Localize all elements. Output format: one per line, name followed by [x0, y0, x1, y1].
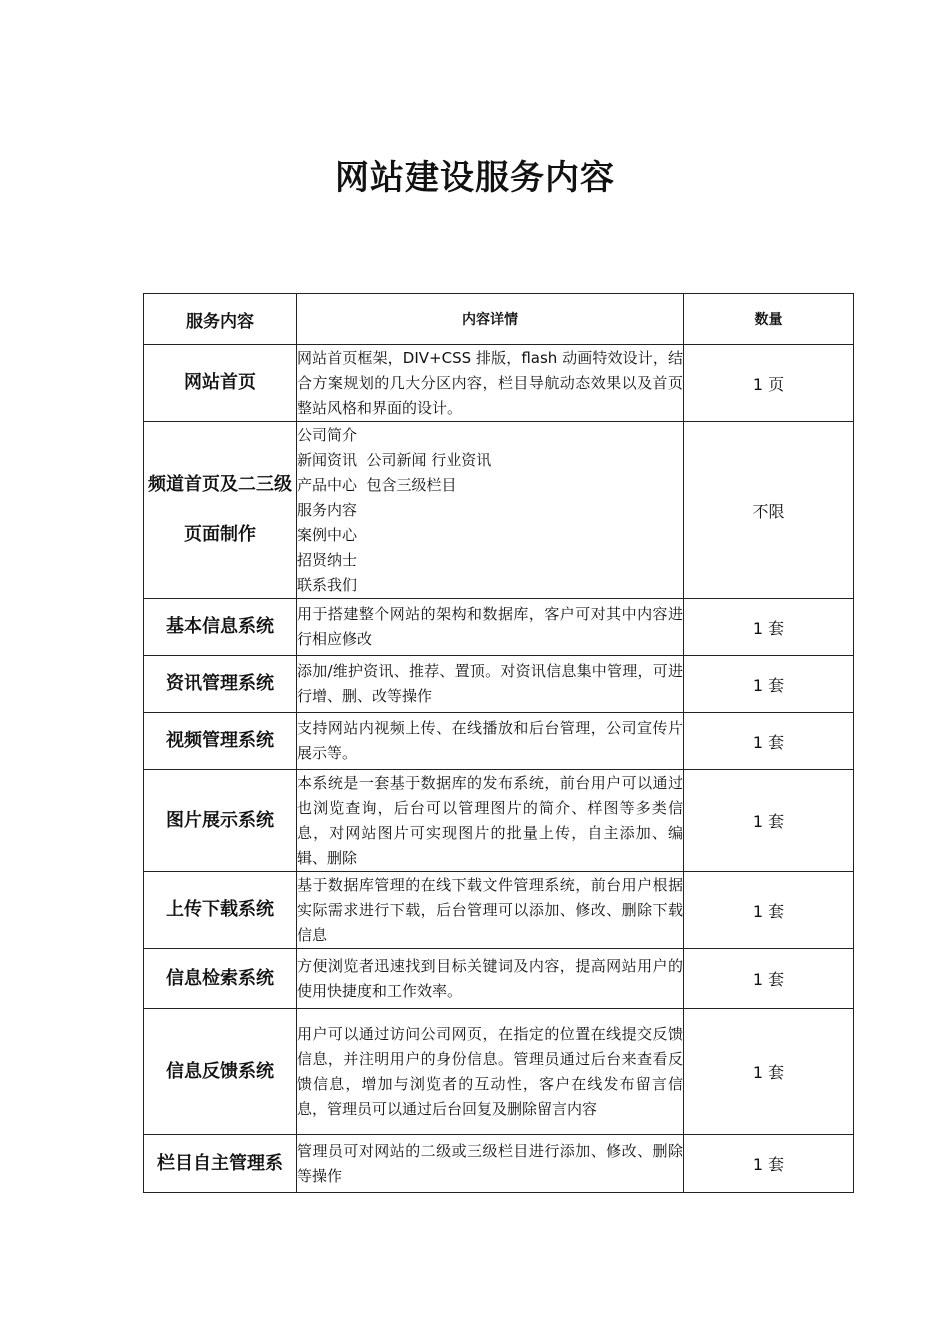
- service-detail: 本系统是一套基于数据库的发布系统，前台用户可以通过也浏览查询，后台可以管理图片的简介、样图等多类信息，对网站图片可实现图片的批量上传，自主添加、编辑、删除: [297, 770, 684, 872]
- service-detail: 方便浏览者迅速找到目标关键词及内容，提高网站用户的使用快捷度和工作效率。: [297, 949, 684, 1009]
- service-quantity: 1 套: [684, 713, 854, 770]
- service-quantity: 1 套: [684, 656, 854, 713]
- service-detail: 添加/维护资讯、推荐、置顶。对资讯信息集中管理，可进行增、删、改等操作: [297, 656, 684, 713]
- table-row: [144, 770, 854, 872]
- service-name: 图片展示系统: [144, 770, 297, 872]
- service-name: 网站首页: [144, 345, 297, 422]
- service-quantity: 1 套: [684, 949, 854, 1009]
- detail-line: 联系我们: [297, 575, 358, 594]
- service-detail: 管理员可对网站的二级或三级栏目进行添加、修改、删除等操作: [297, 1135, 684, 1193]
- service-detail: 基于数据库管理的在线下载文件管理系统，前台用户根据实际需求进行下载，后台管理可以添加、修改、删除下载信息: [297, 872, 684, 949]
- detail-line: 招贤纳士: [297, 550, 358, 569]
- service-quantity: 1 套: [684, 1135, 854, 1193]
- service-detail: 支持网站内视频上传、在线播放和后台管理，公司宣传片展示等。: [297, 713, 684, 770]
- service-name: 资讯管理系统: [144, 656, 297, 713]
- service-name: 基本信息系统: [144, 599, 297, 656]
- service-name: 频道首页及二三级页面制作: [144, 422, 297, 599]
- header-quantity: 数量: [684, 294, 854, 345]
- service-quantity: 1 套: [684, 599, 854, 656]
- service-name: 信息反馈系统: [144, 1009, 297, 1135]
- service-detail: 用户可以通过访问公司网页，在指定的位置在线提交反馈信息，并注明用户的身份信息。管理员通过后台来查看反馈信息，增加与浏览者的互动性，客户在线发布留言信息，管理员可以通过后台回复及删除留言内容: [297, 1009, 684, 1135]
- table-row: [144, 713, 854, 770]
- service-detail: [297, 422, 684, 599]
- table-row: [144, 872, 854, 949]
- table-row: [144, 422, 854, 599]
- table-row: [144, 1135, 854, 1193]
- service-detail: 网站首页框架，DIV+CSS 排版，flash 动画特效设计，结合方案规划的几大分区内容，栏目导航动态效果以及首页整站风格和界面的设计。: [297, 345, 684, 422]
- service-detail: 用于搭建整个网站的架构和数据库，客户可对其中内容进行相应修改: [297, 599, 684, 656]
- table-row: [144, 599, 854, 656]
- service-quantity: 1 套: [684, 770, 854, 872]
- service-name: 信息检索系统: [144, 949, 297, 1009]
- table-header-row: [144, 294, 854, 345]
- service-quantity: 1 套: [684, 1009, 854, 1135]
- service-quantity: 1 套: [684, 872, 854, 949]
- header-detail: 内容详情: [297, 294, 684, 345]
- detail-line: 新闻资讯 公司新闻 行业资讯: [297, 450, 492, 469]
- service-name: 栏目自主管理系: [144, 1135, 297, 1193]
- header-service: 服务内容: [144, 294, 297, 345]
- page-title: 网站建设服务内容: [335, 158, 615, 198]
- service-name: 视频管理系统: [144, 713, 297, 770]
- service-quantity: 1 页: [684, 345, 854, 422]
- service-table: [143, 293, 854, 1193]
- table-row: [144, 656, 854, 713]
- table-row: [144, 1009, 854, 1135]
- detail-line: 公司简介: [297, 425, 358, 444]
- service-name: 上传下载系统: [144, 872, 297, 949]
- service-quantity: 不限: [684, 422, 854, 599]
- detail-line: 案例中心: [297, 525, 358, 544]
- table-row: [144, 345, 854, 422]
- table-row: [144, 949, 854, 1009]
- detail-line: 服务内容: [297, 500, 358, 519]
- detail-line: 产品中心 包含三级栏目: [297, 475, 457, 494]
